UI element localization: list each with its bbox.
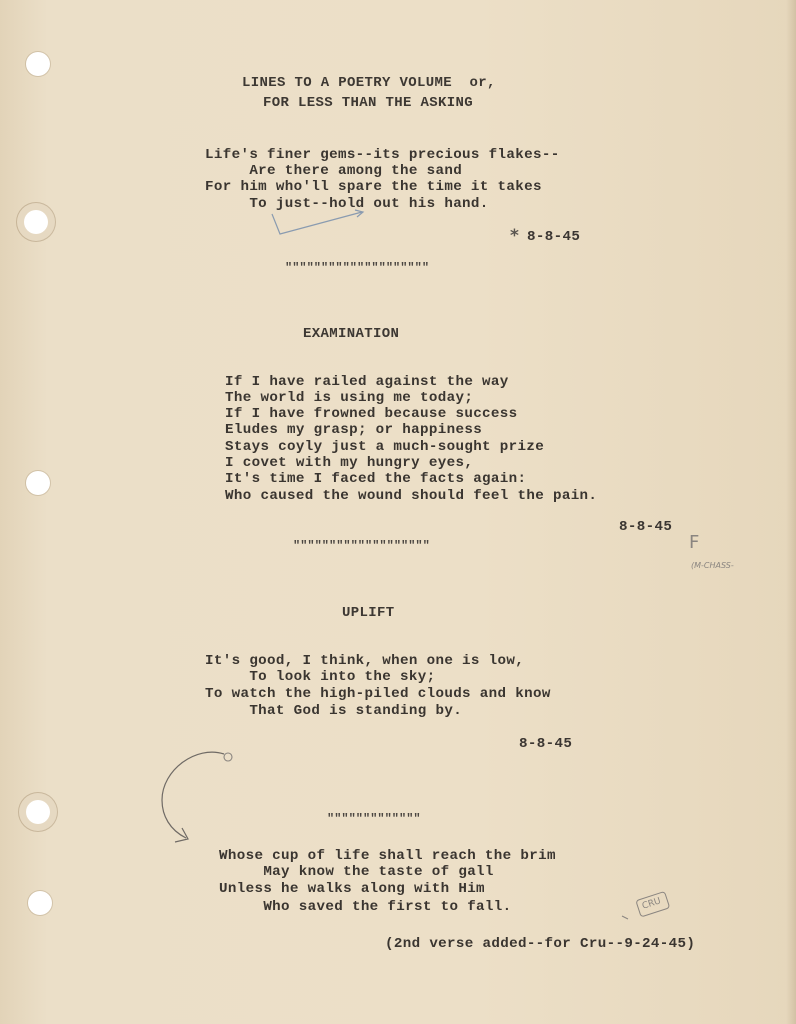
separator-2: """"""""""""""""""" <box>293 539 430 553</box>
poem3-line-2: To look into the sky; <box>205 669 436 685</box>
poem2-date: 8-8-45 <box>619 519 673 535</box>
pencil-arrow-mark <box>272 212 362 234</box>
pencil-initial: F <box>689 532 700 553</box>
verse2-line-4: Who saved the first to fall. <box>219 899 512 915</box>
poem2-line-2: The world is using me today; <box>225 390 474 406</box>
poem3-date: 8-8-45 <box>519 736 573 752</box>
pencil-note: (M-CHASS- <box>691 561 734 570</box>
poem3-line-3: To watch the high-piled clouds and know <box>205 686 551 702</box>
poem2-title: EXAMINATION <box>303 326 400 342</box>
poem1-line-4: To just--hold out his hand. <box>205 196 489 212</box>
poem1-date: 8-8-45 <box>527 229 581 245</box>
verse2-line-2: May know the taste of gall <box>219 864 494 880</box>
poem2-line-3: If I have frowned because success <box>225 406 518 422</box>
separator-1: """""""""""""""""""" <box>285 261 430 275</box>
poem1-line-2: Are there among the sand <box>205 163 463 179</box>
separator-3: """"""""""""" <box>327 812 421 826</box>
pencil-stamp: CRU <box>640 896 663 912</box>
poem2-line-4: Eludes my grasp; or happiness <box>225 422 483 438</box>
poem3-line-4: That God is standing by. <box>205 703 463 719</box>
poem3-title: UPLIFT <box>342 605 395 621</box>
poem2-line-8: Who caused the wound should feel the pain. <box>225 488 598 504</box>
poem2-line-7: It's time I faced the facts again: <box>225 471 527 487</box>
poem2-line-1: If I have railed against the way <box>225 374 509 390</box>
poem2-line-5: Stays coyly just a much-sought prize <box>225 439 545 455</box>
pencil-circle-mark <box>224 753 232 761</box>
star-mark: * <box>510 226 519 246</box>
footnote: (2nd verse added--for Cru--9-24-45) <box>385 936 696 952</box>
poem1-line-3: For him who'll spare the time it takes <box>205 179 542 195</box>
poem2-line-6: I covet with my hungry eyes, <box>225 455 474 471</box>
poem1-line-1: Life's finer gems--its precious flakes-- <box>205 147 560 163</box>
poem1-title-line1: LINES TO A POETRY VOLUME or, <box>242 75 496 91</box>
verse2-line-1: Whose cup of life shall reach the brim <box>219 848 556 864</box>
verse2-line-3: Unless he walks along with Him <box>219 881 485 897</box>
poem3-line-1: It's good, I think, when one is low, <box>205 653 525 669</box>
pencil-curved-arrow <box>162 752 224 838</box>
poem1-title-line2: FOR LESS THAN THE ASKING <box>263 95 474 111</box>
